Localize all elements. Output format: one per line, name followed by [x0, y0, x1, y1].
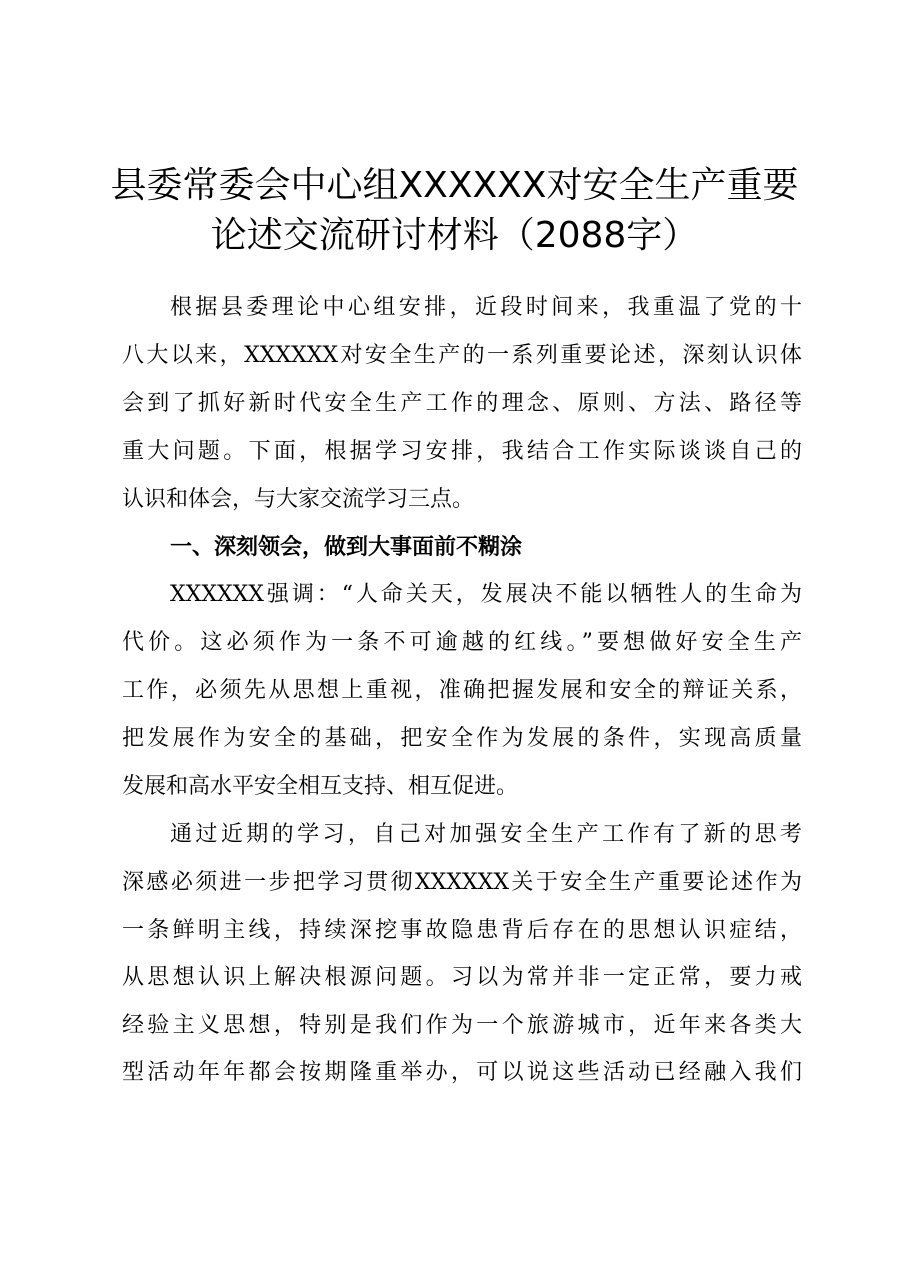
paragraph-2-line: 把发展作为安全的基础，把安全作为发展的条件，实现高质量 — [122, 726, 802, 751]
paragraph-3-line: 一条鲜明主线，持续深挖事故隐患背后存在的思想认识症结， — [122, 918, 802, 943]
document-title-line-2: 论述交流研讨材料（2088字） — [210, 215, 699, 256]
paragraph-2-line: XXXXXX强调：“人命关天，发展决不能以牺牲人的生命为 — [170, 582, 802, 607]
paragraph-3-line: 型活动年年都会按期隆重举办，可以说这些活动已经融入我们 — [122, 1060, 802, 1085]
paragraph-3-line: 经验主义思想，特别是我们作为一个旅游城市，近年来各类大 — [122, 1013, 802, 1038]
paragraph-2-line: 代价。这必须作为一条不可逾越的红线。”要想做好安全生产 — [122, 630, 802, 655]
paragraph-1-line: 会到了抓好新时代安全生产工作的理念、原则、方法、路径等 — [122, 391, 802, 416]
section-heading-1: 一、深刻领会，做到大事面前不糊涂 — [170, 535, 523, 560]
paragraph-1-line: 八大以来，XXXXXX对安全生产的一系列重要论述，深刻认识体 — [122, 343, 802, 368]
paragraph-1-line: 根据县委理论中心组安排，近段时间来，我重温了党的十 — [170, 295, 802, 320]
document-title-line-1: 县委常委会中心组XXXXXX对安全生产重要 — [110, 165, 799, 206]
paragraph-1-line: 认识和体会，与大家交流学习三点。 — [122, 487, 475, 512]
paragraph-2-line: 发展和高水平安全相互支持、相互促进。 — [122, 774, 519, 799]
paragraph-1-line: 重大问题。下面，根据学习安排，我结合工作实际谈谈自己的 — [122, 439, 802, 464]
paragraph-3-line: 从思想认识上解决根源问题。习以为常并非一定正常，要力戒 — [122, 965, 802, 990]
paragraph-3-line: 深感必须进一步把学习贯彻XXXXXX关于安全生产重要论述作为 — [122, 870, 802, 895]
paragraph-3-line: 通过近期的学习，自己对加强安全生产工作有了新的思考 — [170, 822, 802, 847]
paragraph-2-line: 工作，必须先从思想上重视，准确把握发展和安全的辩证关系， — [122, 678, 802, 703]
